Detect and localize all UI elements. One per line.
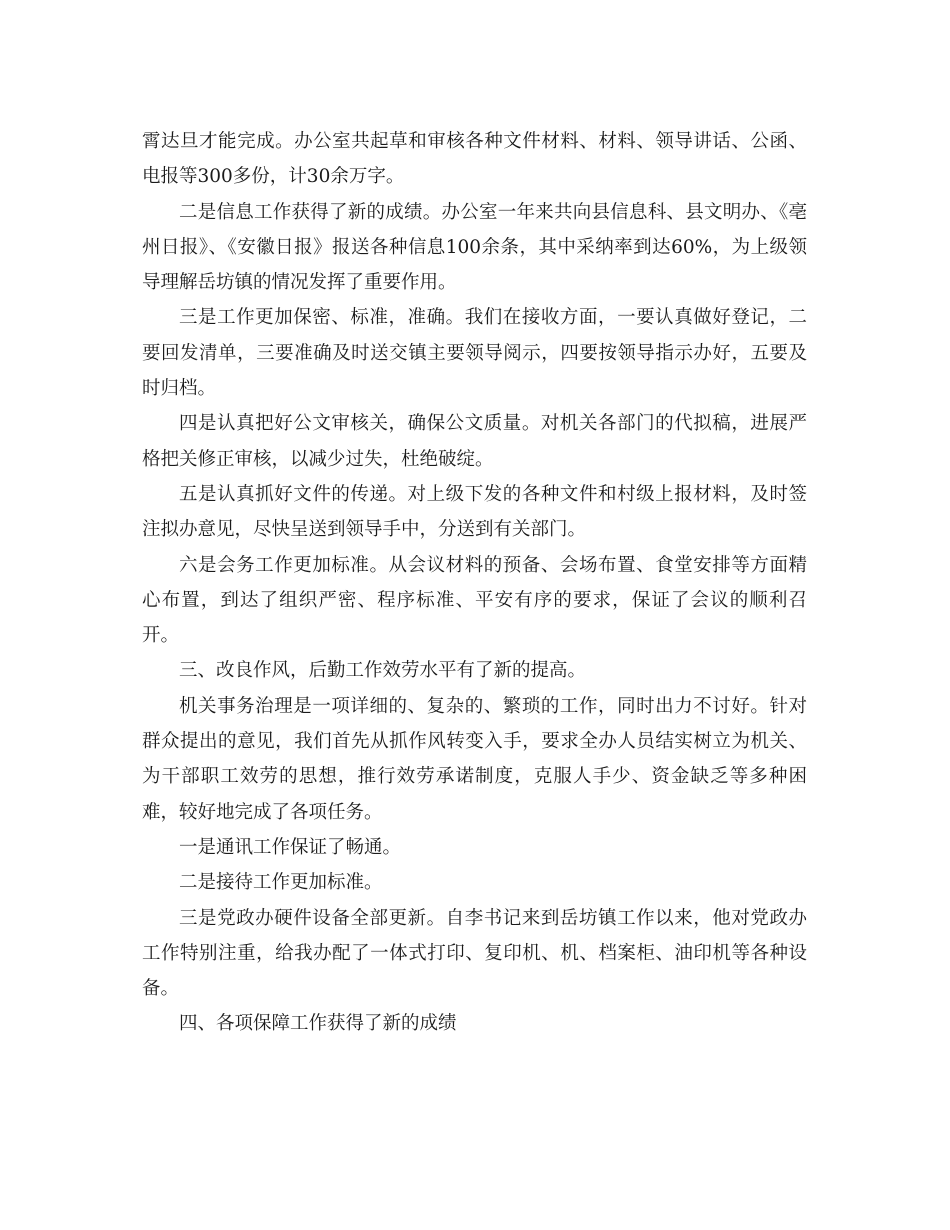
paragraph-1: 霄达旦才能完成。办公室共起草和审核各种文件材料、材料、领导讲话、公函、电报等300多份，计30余万字。 bbox=[142, 131, 807, 188]
paragraph-2: 二是信息工作获得了新的成绩。办公室一年来共向县信息科、县文明办、《亳州日报》、《安徽日报》报送各种信息100余条，其中采纳率到达60%，为上级领导理解岳坊镇的情况发挥了重要作用。 bbox=[142, 201, 807, 294]
paragraph-10: 三是党政办硬件设备全部更新。自李书记来到岳坊镇工作以来，他对党政办工作特别注重，给我办配了一体式打印、复印机、机、档案柜、油印机等各种设备。 bbox=[142, 907, 807, 1000]
paragraph-7: 机关事务治理是一项详细的、复杂的、繁琐的工作，同时出力不讨好。针对群众提出的意见，我们首先从抓作风转变入手，要求全办人员结实树立为机关、为干部职工效劳的思想，推行效劳承诺制度，克服人手少、资金缺乏等多种困难，较好地完成了各项任务。 bbox=[142, 695, 807, 823]
paragraph-9: 二是接待工作更加标准。 bbox=[179, 872, 383, 894]
section-heading-3: 三、改良作风，后勤工作效劳水平有了新的提高。 bbox=[179, 660, 587, 682]
paragraph-8: 一是通讯工作保证了畅通。 bbox=[179, 836, 402, 858]
paragraph-6: 六是会务工作更加标准。从会议材料的预备、会场布置、食堂安排等方面精心布置，到达了组织严密、程序标准、平安有序的要求，保证了会议的顺利召开。 bbox=[142, 554, 807, 647]
paragraph-3: 三是工作更加保密、标准，准确。我们在接收方面，一要认真做好登记，二要回发清单，三要准确及时送交镇主要领导阅示，四要按领导指示办好，五要及时归档。 bbox=[142, 307, 807, 400]
section-heading-4: 四、各项保障工作获得了新的成绩 bbox=[179, 1013, 457, 1035]
paragraph-5: 五是认真抓好文件的传递。对上级下发的各种文件和村级上报材料，及时签注拟办意见，尽快呈送到领导手中，分送到有关部门。 bbox=[142, 483, 807, 541]
paragraph-4: 四是认真把好公文审核关，确保公文质量。对机关各部门的代拟稿，进展严格把关修正审核，以减少过失，杜绝破绽。 bbox=[142, 413, 807, 470]
document-body bbox=[142, 124, 807, 1042]
